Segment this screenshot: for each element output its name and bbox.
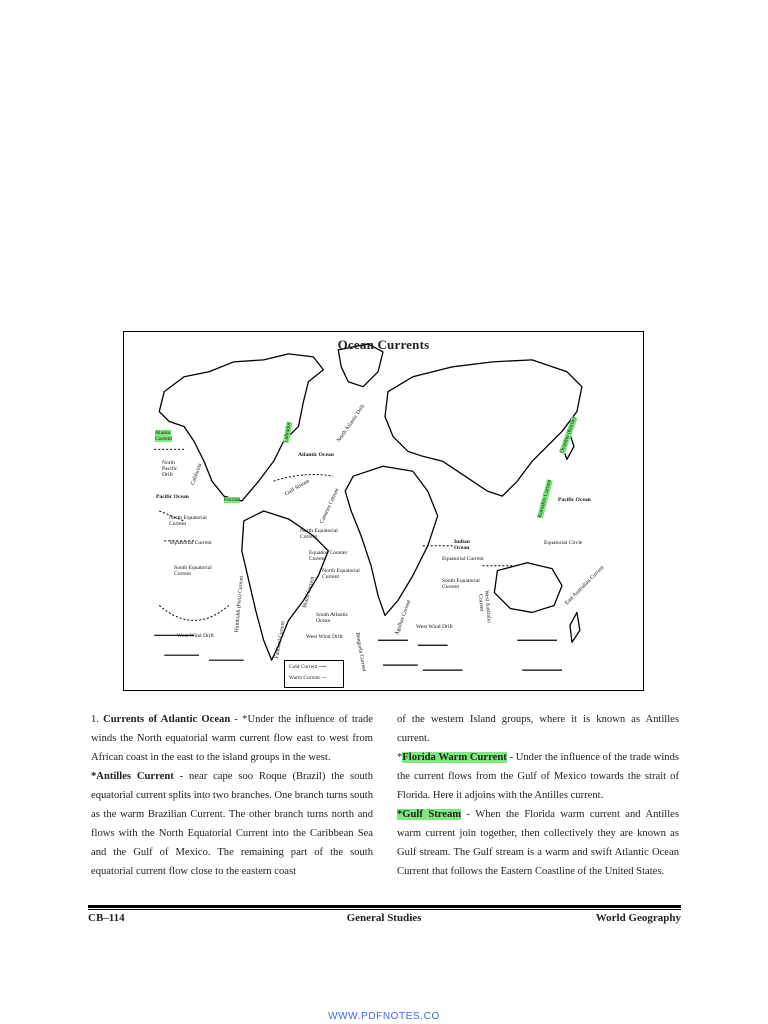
left-column bbox=[91, 710, 373, 881]
legend bbox=[284, 660, 344, 688]
cold-arrow-icon: ⟶ bbox=[318, 664, 327, 670]
legend-warm-label: Warm Current bbox=[289, 675, 320, 681]
label-south-equatorial-w-1: South Equatorial bbox=[174, 565, 212, 571]
map-title: Ocean Currents bbox=[337, 337, 430, 352]
paragraph-text: - When the Florida warm current and Antilles warm current join together, then collectively they are known as Gulf stream. The Gulf stream is a warm and swift Atlantic Ocean Current that follows the Eastern Coastline of the United States. bbox=[397, 809, 679, 877]
footer-chapter: World Geography bbox=[595, 912, 681, 924]
paragraph-text: of the western Island groups, where it is known as Antilles current. bbox=[397, 714, 679, 744]
paragraph-text: - Under the influence of the trade winds the current flows from the Gulf of Mexico towards the strait of Florida. Here it adjoins with the Antilles current. bbox=[397, 752, 679, 801]
label-falkland: Falkland Current bbox=[274, 620, 287, 660]
new-zealand-outline bbox=[570, 612, 580, 642]
label-equatorial-current-ind: Equatorial Current bbox=[442, 556, 484, 562]
label-west-wind-drift-atl: West Wind Drift bbox=[306, 634, 343, 640]
label-west-wind-drift-w: West Wind Drift bbox=[177, 633, 214, 639]
label-gulf-stream: Gulf Stream bbox=[284, 478, 311, 498]
label-kuroshio: Kuroshio Current bbox=[537, 479, 553, 519]
paragraph-text: - near cape soo Roque (Brazil) the south equatorial current splits into two branches. One branch turns south as the warm Brazilian Current. The other branch turns north and flows with the North Equatorial Current into the Caribbean Sea and the Gulf of Mexico. The remaining part of the south equatorial current flow close to the eastern coast bbox=[91, 771, 374, 877]
legend-cold-label: Cold Current bbox=[289, 664, 318, 670]
label-south-atlantic-1: South Atlantic bbox=[316, 612, 349, 618]
label-south-equatorial-ind-2: Current bbox=[442, 584, 460, 590]
legend-warm bbox=[289, 675, 326, 681]
term-florida: Florida Warm Current bbox=[402, 752, 507, 763]
label-npd-1: North bbox=[162, 460, 176, 466]
label-alaska-2: Current bbox=[155, 436, 173, 442]
label-npd-2: Pacific bbox=[162, 466, 178, 472]
warm-arrow-4 bbox=[159, 605, 229, 620]
label-north-equatorial-atl-2: Current bbox=[300, 534, 318, 540]
label-equador-counter-1: Equador Counter bbox=[309, 550, 348, 556]
label-canaries: Canaries Current bbox=[319, 487, 341, 525]
site-link[interactable]: WWW.PDFNOTES.CO bbox=[328, 1011, 440, 1022]
label-labrador: Labrador bbox=[283, 421, 293, 444]
right-column bbox=[397, 710, 679, 881]
label-brazil: Brazil Current bbox=[302, 575, 317, 609]
label-south-atlantic-2: Ocean bbox=[316, 618, 331, 624]
label-oyashio: Oyashio (Kurile) bbox=[559, 416, 578, 455]
footer-subject: General Studies bbox=[346, 912, 422, 924]
term-gulf-stream: *Gulf Stream bbox=[397, 809, 462, 820]
label-atlantic-ocean: Atlantic Ocean bbox=[298, 452, 334, 458]
footer-rule-thin bbox=[88, 909, 681, 910]
label-equatorial-current-w: Equatorial Current bbox=[170, 540, 212, 546]
label-west-australia-1: West Australia bbox=[483, 590, 492, 624]
label-florida: Florida bbox=[224, 497, 241, 503]
label-pacific-ocean-west: Pacific Ocean bbox=[156, 494, 189, 500]
footer-rule-thick bbox=[88, 905, 681, 908]
paragraph-antilles-cont bbox=[397, 710, 679, 748]
paragraph-atlantic bbox=[91, 710, 373, 767]
label-south-equatorial-w-2: Current bbox=[174, 571, 192, 577]
paragraph-text: - *Under the influence of trade winds the North equatorial warm current flow east to west from African coast in the east to the island groups in the west. bbox=[91, 714, 373, 763]
label-indian-ocean-1: Indian bbox=[454, 539, 470, 545]
label-east-australian: East Australian Current bbox=[564, 564, 606, 607]
label-indian-ocean-2: Ocean bbox=[454, 545, 470, 551]
label-equador-counter-2: Current bbox=[309, 556, 327, 562]
label-north-equatorial-w-2: Current bbox=[169, 521, 187, 527]
label-west-wind-drift-ind: West Wind Drift bbox=[416, 624, 453, 630]
legend-cold bbox=[289, 664, 326, 670]
warm-arrow-icon: ⇢ bbox=[321, 675, 326, 681]
label-benguela: Benguela Current bbox=[354, 632, 367, 673]
bullet-star: * bbox=[397, 752, 403, 763]
label-north-equatorial-atl2-2: Current bbox=[322, 574, 340, 580]
label-north-equatorial-atl-1: North Equatorial bbox=[300, 528, 338, 534]
paragraph-gulf-stream bbox=[397, 805, 679, 881]
australia-outline bbox=[494, 563, 562, 613]
label-humboldt: Humboldt (Peru) Current bbox=[234, 575, 245, 633]
label-npd-3: Drift bbox=[162, 472, 173, 478]
label-pacific-ocean-east: Pacific Ocean bbox=[558, 497, 591, 503]
label-alaska-1: Alaska bbox=[155, 430, 171, 436]
label-north-equatorial-w-1: North Equatorial bbox=[169, 515, 207, 521]
label-south-equatorial-ind-1: South Equatorial bbox=[442, 578, 480, 584]
label-north-equatorial-atl2-1: North Equatorial bbox=[322, 568, 360, 574]
section-number: 1. bbox=[91, 714, 104, 725]
label-agulhas: Agulhas Current bbox=[394, 599, 413, 637]
paragraph-florida bbox=[397, 748, 679, 805]
paragraph-antilles bbox=[91, 767, 373, 881]
label-california: California bbox=[190, 462, 204, 487]
eurasia-outline bbox=[385, 360, 582, 496]
africa-outline bbox=[345, 466, 437, 615]
label-west-australia-2: Current bbox=[477, 594, 485, 612]
label-equatorial-circle: Equatorial Circle bbox=[544, 540, 583, 546]
ocean-currents-figure bbox=[123, 331, 644, 691]
term-antilles: *Antilles Current bbox=[91, 771, 174, 782]
footer-page-code: CB–114 bbox=[88, 912, 125, 924]
north-america-outline bbox=[159, 354, 323, 501]
section-title: Currents of Atlantic Ocean bbox=[103, 714, 231, 725]
label-north-atlantic-drift: North Atlantic Drift bbox=[336, 403, 367, 444]
